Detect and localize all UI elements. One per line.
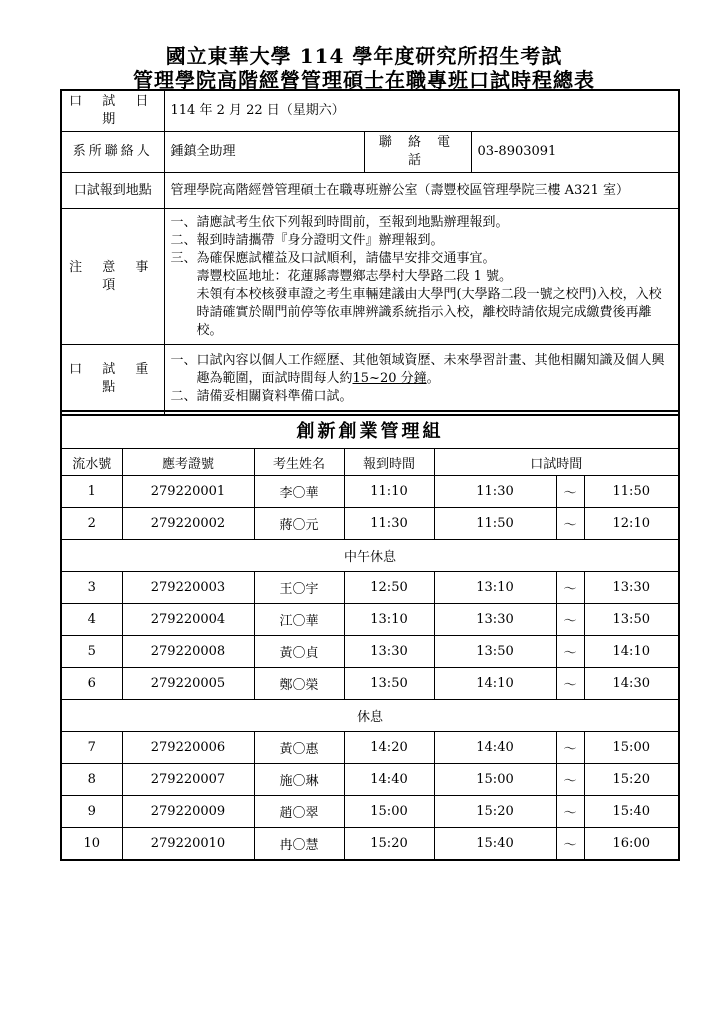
cell-name: 王〇宇 (254, 572, 344, 604)
notes-label: 注 意 事 項 (61, 209, 164, 345)
cell-exam-id: 279220007 (122, 764, 254, 796)
cell-name: 施〇琳 (254, 764, 344, 796)
header-interview-time: 口試時間 (434, 449, 679, 476)
info-row-place (61, 173, 679, 209)
note-item: 二、報到時請攜帶『身分證明文件』辦理報到。 (170, 232, 444, 248)
cell-start: 13:30 (434, 604, 556, 636)
place-label: 口試報到地點 (61, 173, 164, 209)
cell-end: 15:40 (584, 796, 679, 828)
cell-exam-id: 279220005 (122, 668, 254, 700)
header-name: 考生姓名 (254, 449, 344, 476)
cell-start: 13:10 (434, 572, 556, 604)
place-value: 管理學院高階經營管理碩士在職專班辦公室（壽豐校區管理學院三樓 A321 室） (164, 173, 679, 209)
date-label: 口 試 日 期 (61, 90, 164, 132)
contact-label: 系所聯絡人 (61, 132, 164, 173)
cell-exam-id: 279220004 (122, 604, 254, 636)
cell-no: 6 (61, 668, 122, 700)
info-row-focus (61, 345, 679, 415)
table-row (61, 796, 679, 828)
cell-name: 黃〇惠 (254, 732, 344, 764)
cell-no: 2 (61, 508, 122, 540)
note-item: 三、為確保應試權益及口試順利，請儘早安排交通事宜。 (170, 250, 496, 266)
cell-name: 冉〇慧 (254, 828, 344, 861)
table-row (61, 508, 679, 540)
cell-checkin: 11:10 (344, 476, 434, 508)
table-row (61, 828, 679, 861)
cell-end: 13:30 (584, 572, 679, 604)
note-item: 一、請應試考生依下列報到時間前，至報到地點辦理報到。 (170, 214, 509, 230)
cell-checkin: 13:10 (344, 604, 434, 636)
break-label: 休息 (61, 700, 679, 732)
cell-checkin: 13:30 (344, 636, 434, 668)
table-row (61, 732, 679, 764)
cell-name: 黃〇貞 (254, 636, 344, 668)
cell-exam-id: 279220010 (122, 828, 254, 861)
cell-tilde: ～ (556, 604, 584, 636)
cell-start: 15:00 (434, 764, 556, 796)
cell-no: 8 (61, 764, 122, 796)
break-row (61, 700, 679, 732)
cell-start: 14:10 (434, 668, 556, 700)
cell-checkin: 14:40 (344, 764, 434, 796)
focus-item (171, 352, 673, 388)
info-table (60, 89, 680, 416)
cell-exam-id: 279220001 (122, 476, 254, 508)
cell-checkin: 11:30 (344, 508, 434, 540)
phone-label: 聯 絡 電 話 (364, 132, 471, 173)
header-no: 流水號 (61, 449, 122, 476)
cell-no: 4 (61, 604, 122, 636)
lunch-break-row (61, 540, 679, 572)
schedule-table (60, 410, 680, 861)
table-row (61, 572, 679, 604)
cell-tilde: ～ (556, 508, 584, 540)
focus-label: 口 試 重 點 (61, 345, 164, 415)
cell-no: 1 (61, 476, 122, 508)
cell-start: 11:30 (434, 476, 556, 508)
group-title: 創新創業管理組 (61, 411, 679, 449)
cell-end: 14:30 (584, 668, 679, 700)
date-value: 114 年 2 月 22 日（星期六） (164, 90, 679, 132)
cell-end: 12:10 (584, 508, 679, 540)
cell-end: 16:00 (584, 828, 679, 861)
cell-exam-id: 279220003 (122, 572, 254, 604)
cell-checkin: 15:20 (344, 828, 434, 861)
cell-tilde: ～ (556, 572, 584, 604)
cell-name: 趙〇翠 (254, 796, 344, 828)
cell-tilde: ～ (556, 668, 584, 700)
document-subtitle: 管理學院高階經營管理碩士在職專班口試時程總表 (133, 68, 595, 92)
interview-duration: 15~20 分鐘 (352, 371, 427, 387)
group-title-row (61, 411, 679, 449)
cell-tilde: ～ (556, 796, 584, 828)
cell-checkin: 14:20 (344, 732, 434, 764)
cell-start: 14:40 (434, 732, 556, 764)
cell-checkin: 12:50 (344, 572, 434, 604)
header-exam-id: 應考證號 (122, 449, 254, 476)
cell-tilde: ～ (556, 732, 584, 764)
cell-exam-id: 279220002 (122, 508, 254, 540)
cell-no: 7 (61, 732, 122, 764)
header-row (61, 449, 679, 476)
contact-value: 鍾鎮全助理 (164, 132, 364, 173)
focus-text: 一、口試內容以個人工作經歷、其他領域資歷、未來學習計畫、其他相關知識及個人興趣為範圍，面試時間每人約 (170, 353, 665, 387)
cell-start: 13:50 (434, 636, 556, 668)
cell-end: 11:50 (584, 476, 679, 508)
cell-tilde: ～ (556, 636, 584, 668)
break-label: 中午休息 (61, 540, 679, 572)
table-row (61, 604, 679, 636)
cell-name: 鄭〇榮 (254, 668, 344, 700)
cell-no: 3 (61, 572, 122, 604)
note-subitem: 未領有本校核發車證之考生車輛建議由大學門(大學路二段一號之校門)入校，入校時請確實於閘門前停等依車牌辨識系統指示入校，離校時請依規完成繳費後再離校。 (196, 286, 662, 338)
cell-no: 10 (61, 828, 122, 861)
cell-end: 13:50 (584, 604, 679, 636)
cell-start: 15:20 (434, 796, 556, 828)
cell-checkin: 15:00 (344, 796, 434, 828)
note-subitem: 壽豐校區地址：花蓮縣壽豐鄉志學村大學路二段 1 號。 (196, 268, 513, 284)
cell-exam-id: 279220009 (122, 796, 254, 828)
cell-start: 11:50 (434, 508, 556, 540)
focus-content (164, 345, 679, 415)
table-row (61, 764, 679, 796)
cell-name: 江〇華 (254, 604, 344, 636)
cell-tilde: ～ (556, 828, 584, 861)
cell-name: 李〇華 (254, 476, 344, 508)
cell-no: 5 (61, 636, 122, 668)
cell-tilde: ～ (556, 476, 584, 508)
notes-content (164, 209, 679, 345)
cell-start: 15:40 (434, 828, 556, 861)
cell-name: 蔣〇元 (254, 508, 344, 540)
cell-end: 15:00 (584, 732, 679, 764)
cell-checkin: 13:50 (344, 668, 434, 700)
table-row (61, 636, 679, 668)
document-title: 國立東華大學 114 學年度研究所招生考試 (165, 44, 563, 68)
focus-item: 二、請備妥相關資料準備口試。 (170, 389, 353, 405)
info-row-notes (61, 209, 679, 345)
cell-end: 15:20 (584, 764, 679, 796)
focus-text-end: 。 (426, 371, 440, 387)
cell-no: 9 (61, 796, 122, 828)
phone-value: 03-8903091 (471, 132, 679, 173)
table-row (61, 476, 679, 508)
table-row (61, 668, 679, 700)
info-row-contact (61, 132, 679, 173)
cell-exam-id: 279220008 (122, 636, 254, 668)
header-checkin: 報到時間 (344, 449, 434, 476)
cell-tilde: ～ (556, 764, 584, 796)
cell-end: 14:10 (584, 636, 679, 668)
cell-exam-id: 279220006 (122, 732, 254, 764)
info-row-date (61, 90, 679, 132)
